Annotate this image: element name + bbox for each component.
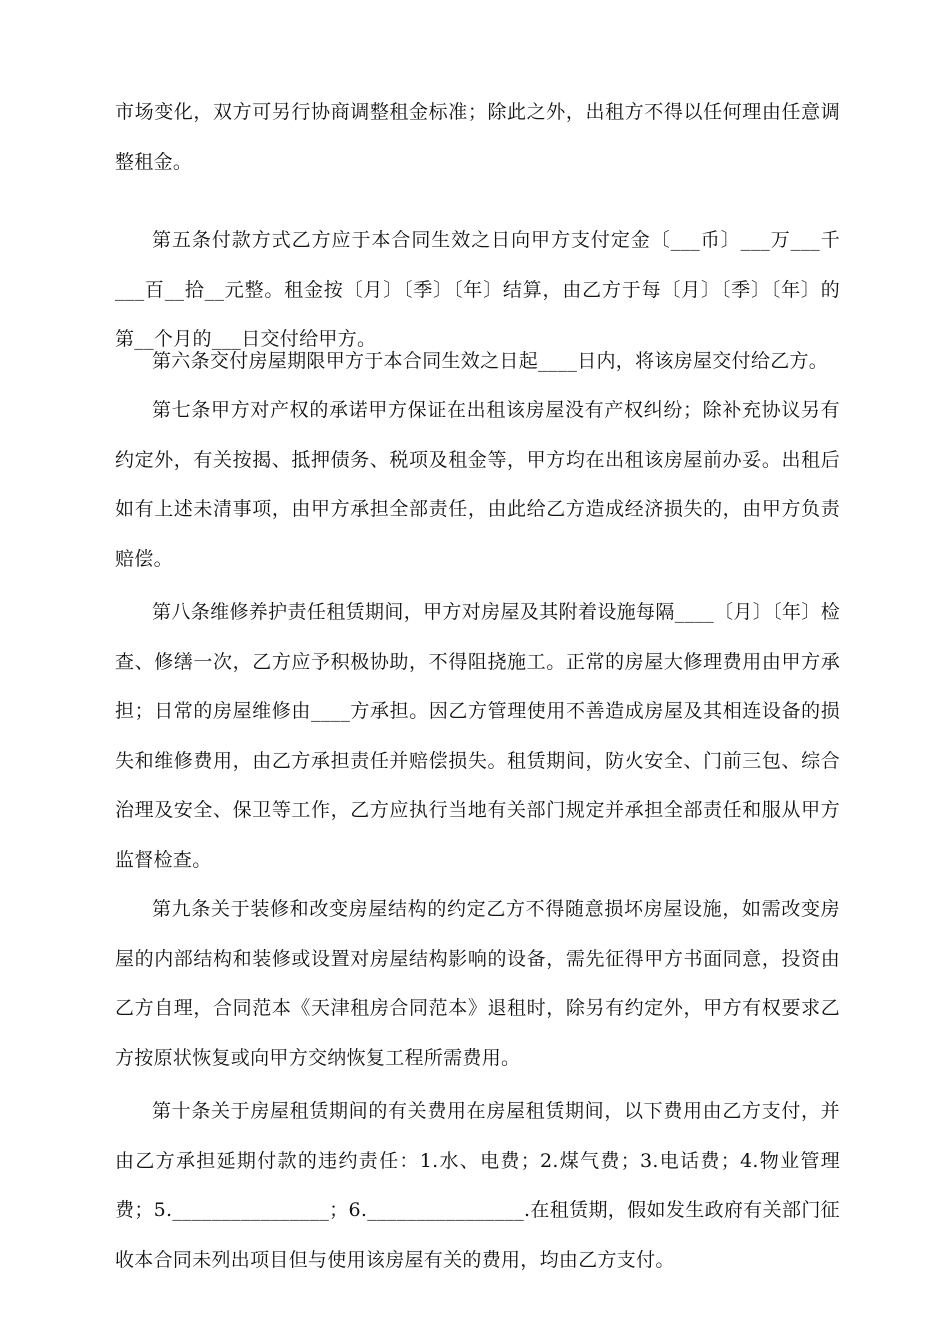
paragraph-continuation: 市场变化，双方可另行协商调整租金标准；除此之外，出租方不得以任何理由任意调整租金。 bbox=[115, 101, 840, 173]
paragraph-article-7: 第七条甲方对产权的承诺甲方保证在出租该房屋没有产权纠纷；除补充协议另有约定外，有关按揭、抵押债务、税项及租金等，甲方均在出租该房屋前办妥。出租后如有上述未清事项，由甲方承担全部责任，由此给乙方造成经济损失的，由甲方负责赔偿。 bbox=[115, 399, 840, 570]
paragraph-article-8: 第八条维修养护责任租赁期间，甲方对房屋及其附着设施每隔____〔月〕〔年〕检查、修缮一次，乙方应予积极协助，不得阻挠施工。正常的房屋大修理费用由甲方承担；日常的房屋维修由____方承担。因乙方管理使用不善造成房屋及其相连设备的损失和维修费用，由乙方承担责任并赔偿损失。租赁期间，防火安全、门前三包、综合治理及安全、保卫等工作，乙方应执行当地有关部门规定并承担全部责任和服从甲方监督检查。 bbox=[115, 601, 840, 871]
paragraph-article-10: 第十条关于房屋租赁期间的有关费用在房屋租赁期间，以下费用由乙方支付，并由乙方承担延期付款的违约责任：1.水、电费；2.煤气费；3.电话费；4.物业管理费；5.________________；6.________________.在租赁期，假如发生政府有关部门征收本合同未列出项目但与使用该房屋有关的费用，均由乙方支付。 bbox=[115, 1100, 840, 1271]
paragraph-article-6: 第六条交付房屋期限甲方于本合同生效之日起____日内，将该房屋交付给乙方。 bbox=[152, 350, 829, 372]
paragraph-article-9: 第九条关于装修和改变房屋结构的约定乙方不得随意损坏房屋设施，如需改变房屋的内部结构和装修或设置对房屋结构影响的设备，需先征得甲方书面同意，投资由乙方自理，合同范本《天津租房合同范本》退租时，除另有约定外，甲方有权要求乙方按原状恢复或向甲方交纳恢复工程所需费用。 bbox=[115, 898, 840, 1069]
paragraph-article-5: 第五条付款方式乙方应于本合同生效之日向甲方支付定金〔___币〕___万___千___百__拾__元整。租金按〔月〕〔季〕〔年〕结算，由乙方于每〔月〕〔季〕〔年〕的第__个月的___日交付给甲方。 bbox=[115, 229, 840, 351]
